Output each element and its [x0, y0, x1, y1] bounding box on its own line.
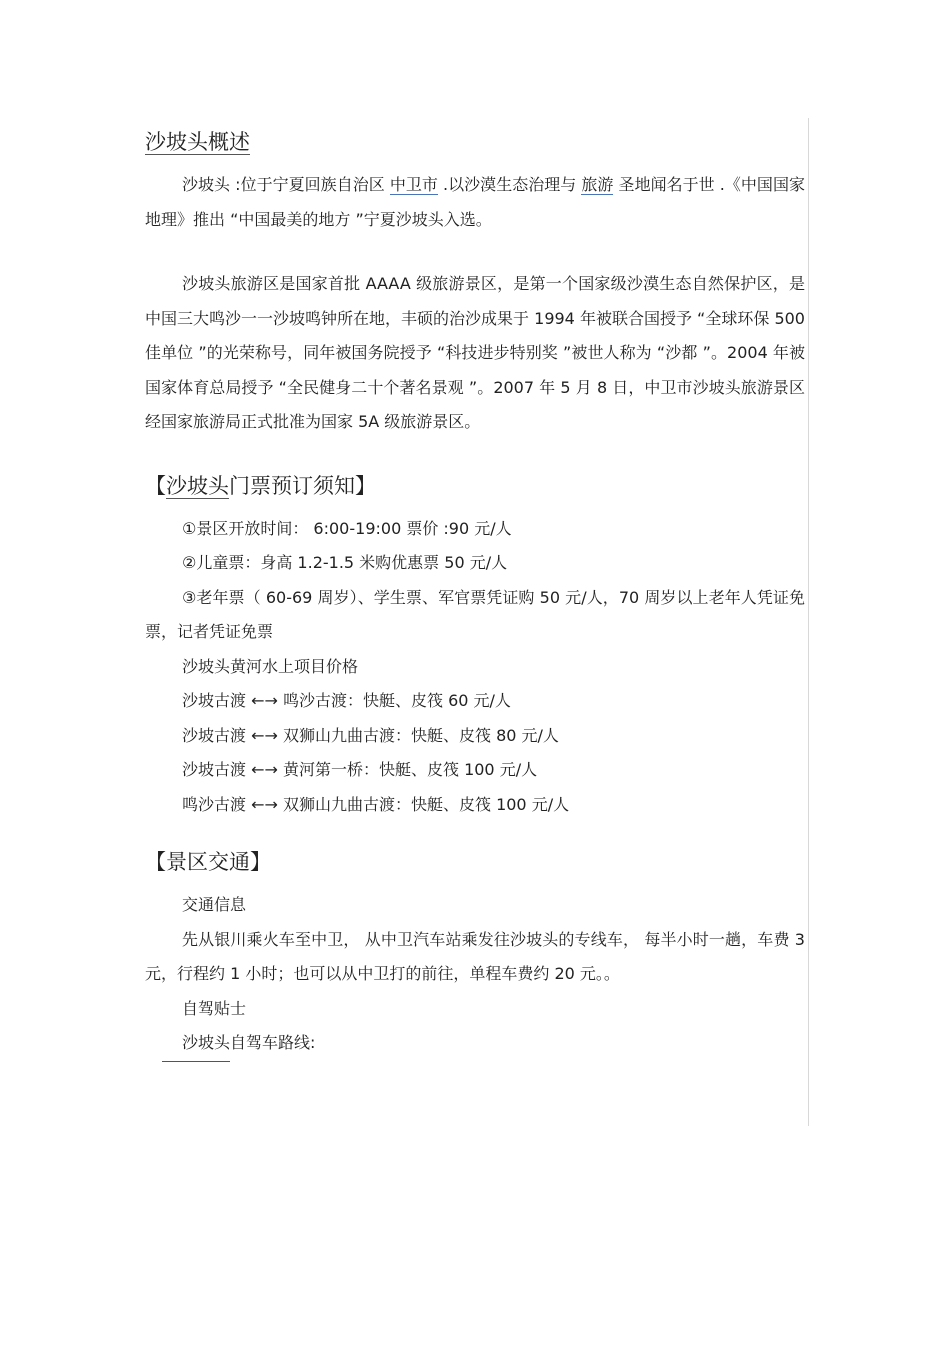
transport-section-heading: 【景区交通】: [145, 850, 271, 874]
water-project-item: 沙坡古渡 ←→ 黄河第一桥：快艇、皮筏 100 元/人: [182, 760, 538, 779]
ticket-item: ①景区开放时间： 6:00-19:00 票价 :90 元/人: [182, 518, 512, 538]
self-drive-route-rest: 自驾车路线:: [230, 1033, 316, 1052]
ticket-heading-underlined: 沙坡头: [166, 473, 229, 498]
intro-paragraph: [145, 168, 805, 237]
water-project-item: 沙坡古渡 ←→ 双狮山九曲古渡：快艇、皮筏 80 元/人: [182, 725, 559, 745]
water-project-item: 鸣沙古渡 ←→ 双狮山九曲古渡：快艇、皮筏 100 元/人: [182, 794, 570, 814]
page-title-text: 沙坡头概述: [145, 130, 250, 154]
ticket-item: ②儿童票：身高 1.2-1.5 米购优惠票 50 元/人: [182, 553, 508, 572]
self-drive-title: 自驾贴士: [182, 998, 247, 1018]
page-margin-line: [808, 118, 809, 1126]
self-drive-route-underlined: 沙坡头: [162, 1026, 230, 1062]
intro-text-b: .以沙漠生态治理与: [437, 175, 582, 194]
ticket-section-heading: [145, 470, 805, 502]
history-paragraph: 沙坡头旅游区是国家首批 AAAA 级旅游景区，是第一个国家级沙漠生态自然保护区，是中国三大鸣沙一一沙坡鸣钟所在地，丰硕的治沙成果于 1994 年被联合国授予 “全球环保 500 佳单位 ”的光荣称号，同年被国务院授予 “科技进步特别奖 ”被世人称为 “沙都 ”。2004 年被国家体育总局授予 “全民健身二十个著名景观 ”。2007 年 5 月 8 日，中卫市沙坡头旅游景区经国家旅游局正式批准为国家 5A 级旅游景区。: [145, 274, 805, 431]
self-drive-route: [145, 1026, 805, 1062]
document-body: [145, 126, 805, 1062]
ticket-heading-rest: 门票预订须知】: [229, 473, 376, 498]
page-title: [145, 126, 805, 158]
intro-text-c: 圣地闻名于世 .《中国国家地理》推出 “中国最美的地方 ”宁夏沙坡头入选。: [145, 175, 805, 229]
ticket-item: ③老年票（ 60-69 周岁）、学生票、军官票凭证购 50 元/人，70 周岁以上老年人凭证免票，记者凭证免票: [145, 587, 805, 641]
link-tourism[interactable]: 旅游: [581, 175, 614, 194]
water-project-title: 沙坡头黄河水上项目价格: [182, 656, 359, 676]
transport-info-text: 先从银川乘火车至中卫， 从中卫汽车站乘发往沙坡头的专线车， 每半小时一趟，车费 3 元，行程约 1 小时；也可以从中卫打的前往，单程车费约 20 元。。: [145, 929, 805, 983]
transport-info-title: 交通信息: [182, 895, 247, 914]
intro-text-a: 沙坡头 :位于宁夏回族自治区: [182, 175, 390, 194]
ticket-heading-bracket: 【: [145, 473, 166, 498]
water-project-item: 沙坡古渡 ←→ 鸣沙古渡：快艇、皮筏 60 元/人: [182, 691, 511, 710]
link-zhongwei[interactable]: 中卫市: [389, 175, 438, 194]
